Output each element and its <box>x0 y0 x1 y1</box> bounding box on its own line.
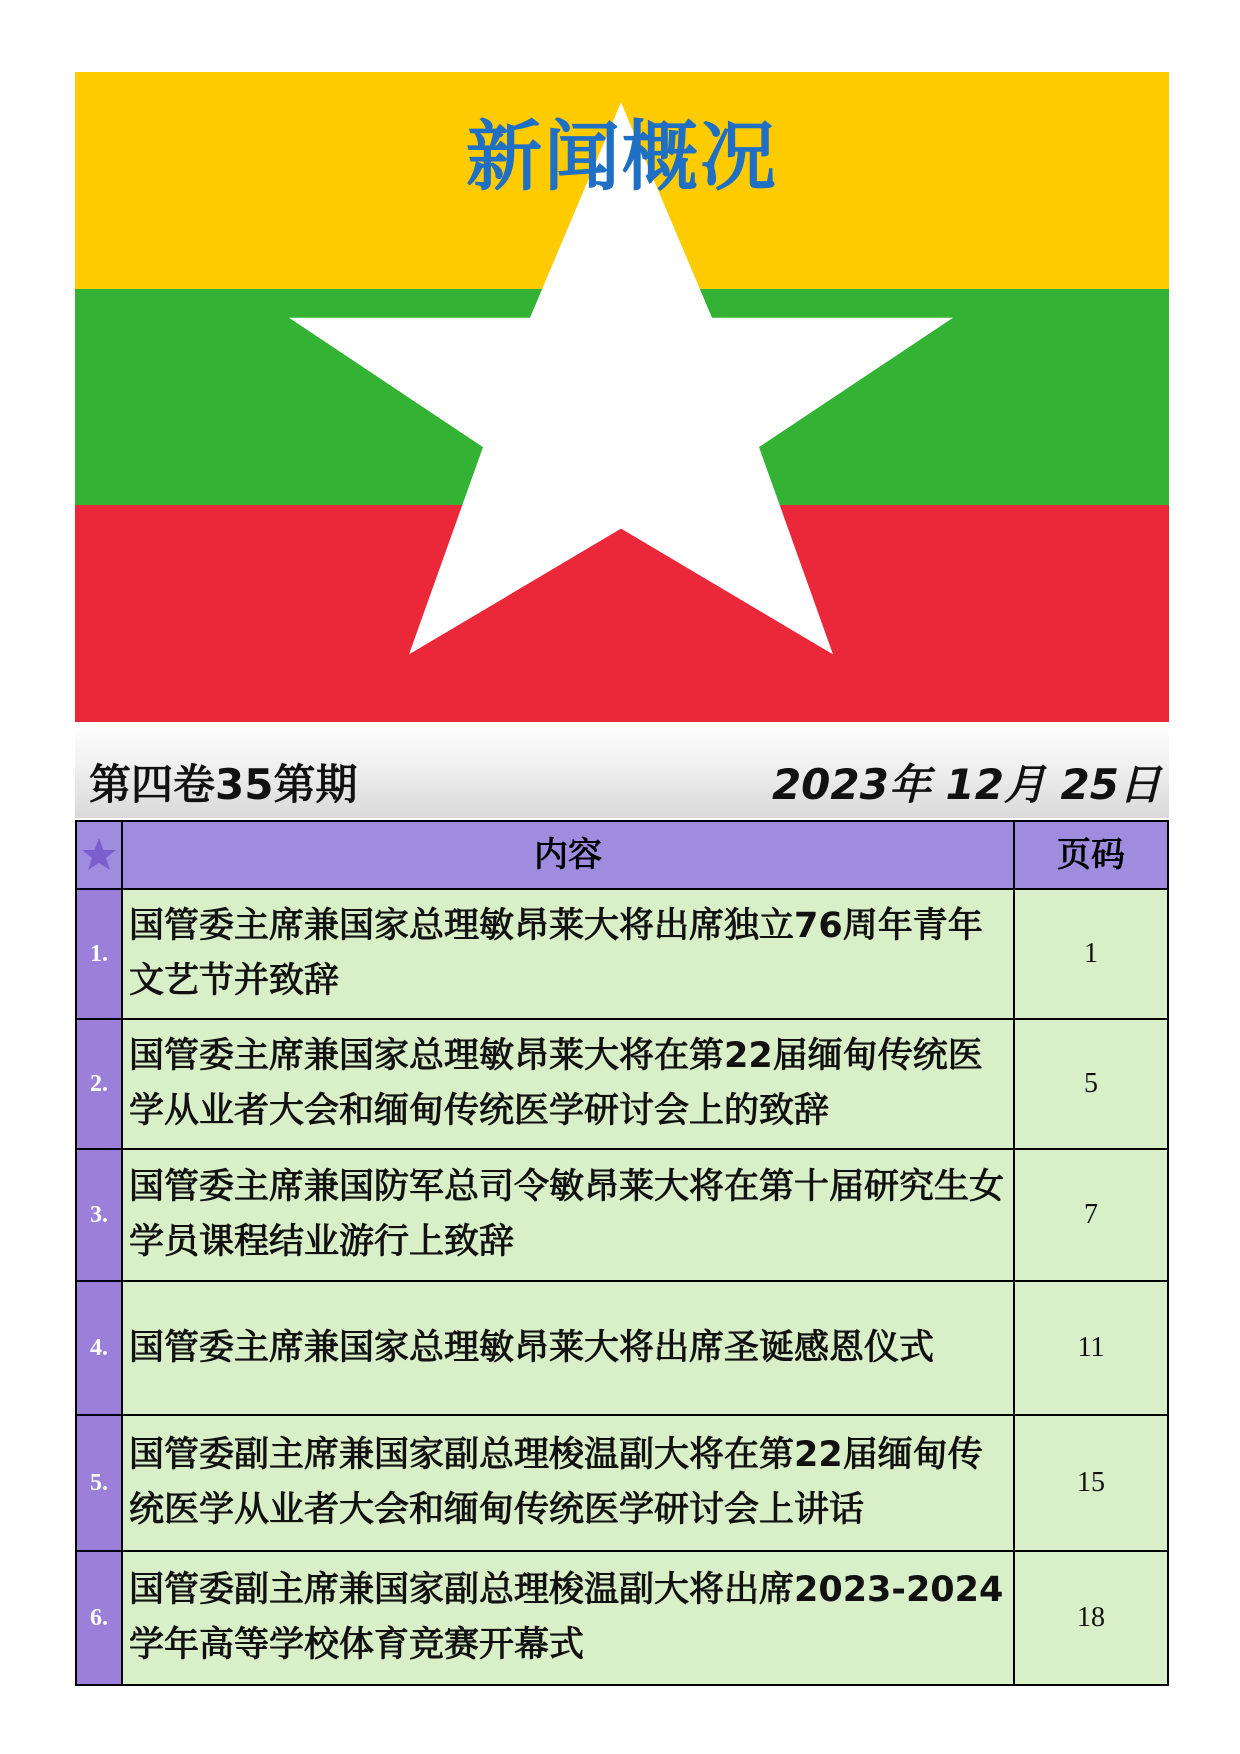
issue-date: 2023年 12月 25日 <box>771 760 1161 809</box>
row-number: 4. <box>77 1282 123 1414</box>
row-title: 国管委主席兼国家总理敏昂莱大将在第22届缅甸传统医学从业者大会和缅甸传统医学研讨会上的致辞 <box>129 1036 983 1131</box>
row-title: 国管委主席兼国家总理敏昂莱大将出席圣诞感恩仪式 <box>129 1327 935 1368</box>
row-title: 国管委主席兼国防军总司令敏昂莱大将在第十届研究生女学员课程结业游行上致辞 <box>129 1167 1005 1262</box>
row-title-cell <box>123 1282 1015 1414</box>
row-number: 6. <box>77 1552 123 1684</box>
row-title-cell <box>123 1416 1015 1550</box>
row-title: 国管委主席兼国家总理敏昂莱大将出席独立76周年青年文艺节并致辞 <box>129 906 983 1001</box>
row-title-cell <box>123 1150 1015 1280</box>
row-page: 1 <box>1015 890 1167 1018</box>
row-title-cell <box>123 1552 1015 1684</box>
page-column-header: 页码 <box>1057 835 1125 875</box>
row-number: 1. <box>77 890 123 1018</box>
table-row[interactable] <box>77 890 1167 1020</box>
table-row[interactable] <box>77 1282 1167 1416</box>
row-number: 5. <box>77 1416 123 1550</box>
table-row[interactable] <box>77 1416 1167 1552</box>
table-row[interactable] <box>77 1020 1167 1150</box>
page-title: 新闻概况 <box>466 112 778 201</box>
row-number: 2. <box>77 1020 123 1148</box>
row-title-cell <box>123 1020 1015 1148</box>
issue-bar <box>75 722 1169 818</box>
row-number: 3. <box>77 1150 123 1280</box>
row-title: 国管委副主席兼国家副总理梭温副大将在第22届缅甸传统医学从业者大会和缅甸传统医学研讨会上讲话 <box>129 1435 983 1530</box>
toc-header-row <box>77 822 1167 890</box>
volume-label: 第四卷35第期 <box>89 760 358 809</box>
row-page: 18 <box>1015 1552 1167 1684</box>
row-page: 7 <box>1015 1150 1167 1280</box>
flag-banner <box>75 72 1169 722</box>
row-page: 11 <box>1015 1282 1167 1414</box>
row-page: 15 <box>1015 1416 1167 1550</box>
purple-star-icon <box>77 822 123 888</box>
table-of-contents <box>75 820 1169 1686</box>
table-row[interactable] <box>77 1552 1167 1684</box>
content-column-header: 内容 <box>123 822 1015 888</box>
row-page: 5 <box>1015 1020 1167 1148</box>
table-row[interactable] <box>77 1150 1167 1282</box>
row-title-cell <box>123 890 1015 1018</box>
row-title: 国管委副主席兼国家副总理梭温副大将出席2023-2024学年高等学校体育竞赛开幕式 <box>129 1570 1004 1665</box>
